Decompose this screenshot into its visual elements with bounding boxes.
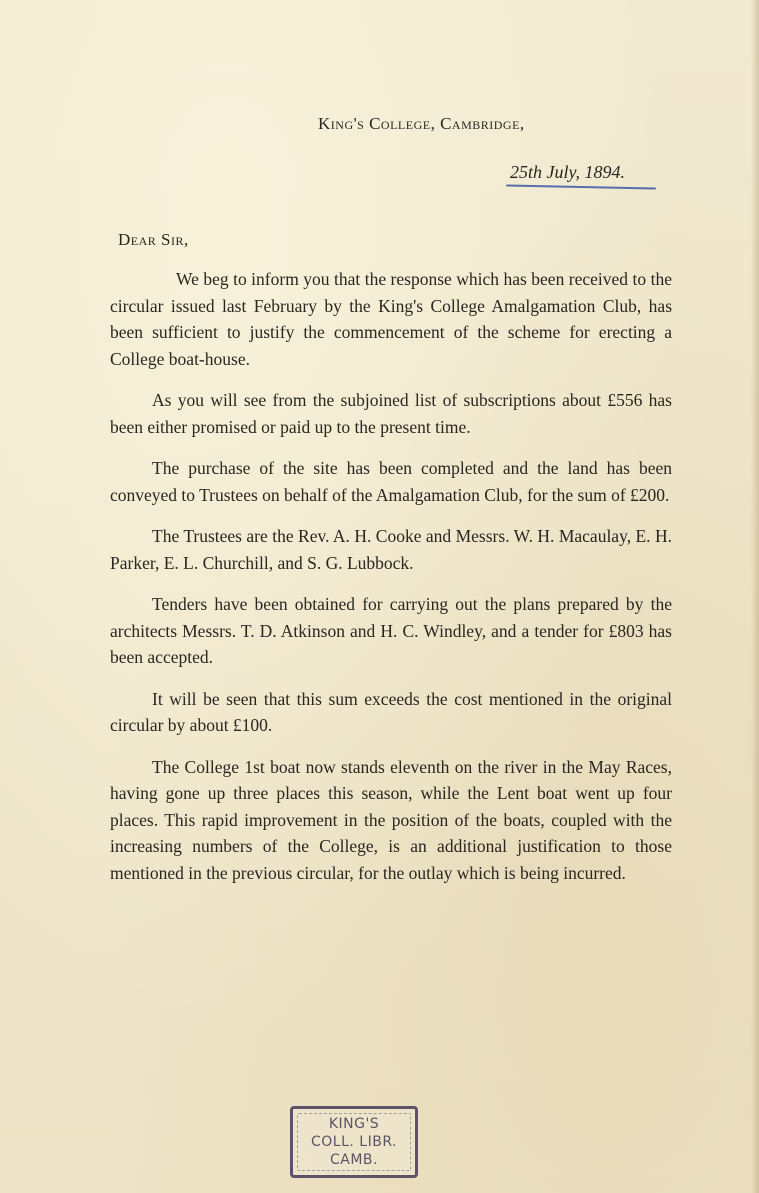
- college-address: King's College, Cambridge,: [318, 114, 525, 133]
- stamp-line-3: CAMB.: [330, 1152, 378, 1168]
- paragraph-site-purchase: The purchase of the site has been completed and the land has been conveyed to Trustees on behalf of the Amalgamation Club, for the sum of £200.: [110, 458, 672, 505]
- letter-date: 25th July, 1894.: [510, 162, 625, 182]
- date-underline-mark: [506, 184, 656, 189]
- stamp-line-2: COLL. LIBR.: [310, 1134, 397, 1150]
- paragraph-subscriptions: As you will see from the subjoined list of subscriptions about £556 has been either promised or paid up to the present time.: [110, 390, 672, 437]
- paragraph-cost-excess: It will be seen that this sum exceeds the cost mentioned in the original circular by about £100.: [110, 688, 672, 735]
- paragraph-response: We beg to inform you that the response which has been received to the circular issued last February by the King's College Amalgamation Club, has been sufficient to justify the commencement of the scheme for erecting a College boat-house.: [110, 269, 672, 369]
- salutation: Dear Sir,: [118, 230, 189, 249]
- stamp-line-1: KING'S: [328, 1116, 380, 1132]
- letter-header: [318, 114, 678, 182]
- library-stamp: [290, 1106, 418, 1178]
- letter-body: [110, 266, 672, 901]
- paragraph-tenders: Tenders have been obtained for carrying out the plans prepared by the architects Messrs. T. D. Atkinson and H. C. Windley, and a tender for £803 has been accepted.: [110, 594, 672, 667]
- page-edge-shadow: [751, 0, 759, 1193]
- paragraph-trustees: The Trustees are the Rev. A. H. Cooke and Messrs. W. H. Macaulay, E. H. Parker, E. L. Churchill, and S. G. Lubbock.: [110, 526, 672, 573]
- paragraph-boat-progress: The College 1st boat now stands eleventh on the river in the May Races, having gone up three places this season, while the Lent boat went up four places. This rapid improvement in the position of the boats, coupled with the increasing numbers of the College, is an additional justification to those mentioned in the previous circular, for the outlay which is being incurred.: [110, 756, 672, 883]
